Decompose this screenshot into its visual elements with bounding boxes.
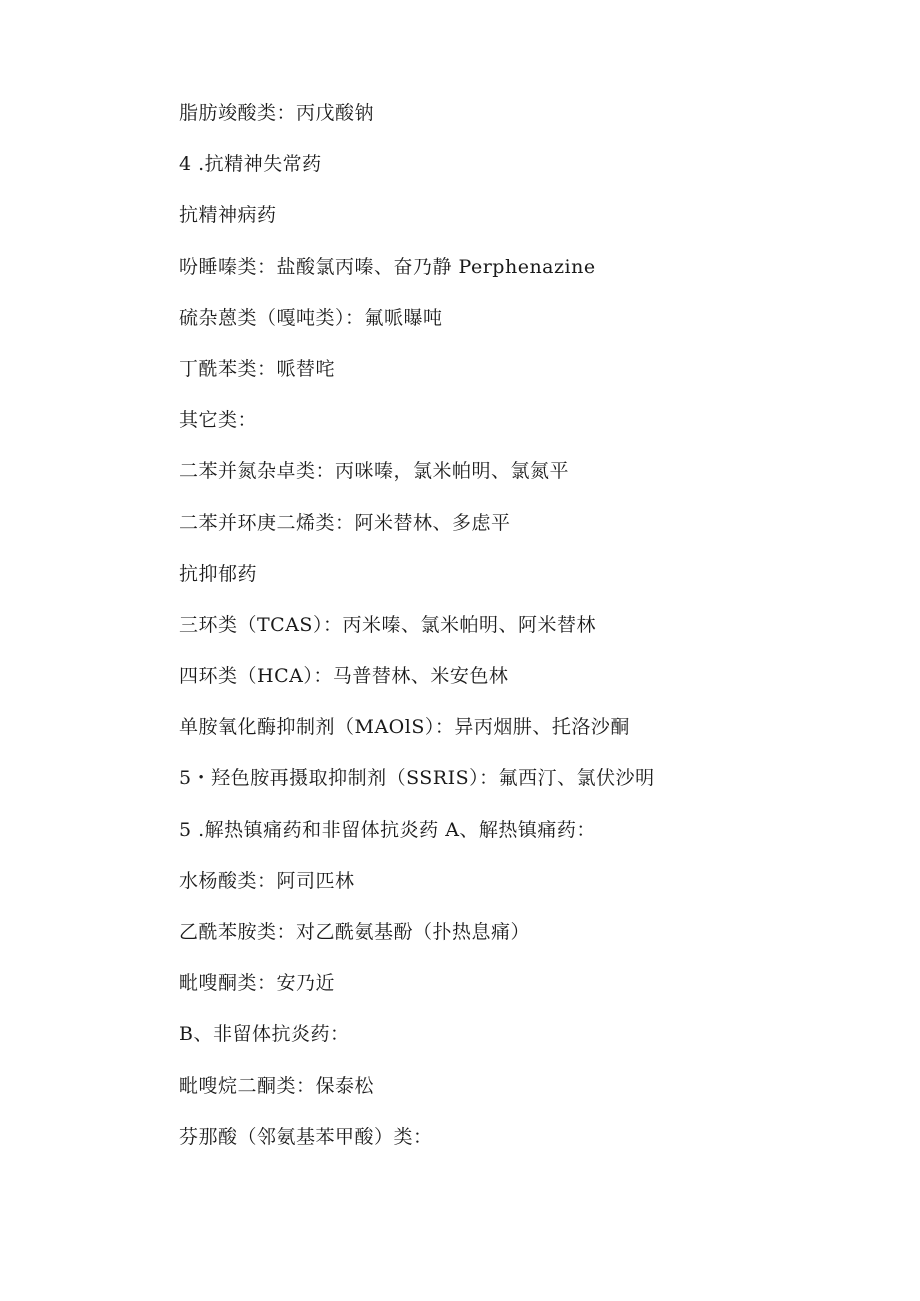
section-heading-antipsychotic-drugs: 4 .抗精神失常药 — [179, 153, 322, 176]
text-line-salicylates: 水杨酸类：阿司匹林 — [179, 869, 355, 892]
text-line-pyrazolidinediones: 毗嗖烷二酮类：保泰松 — [179, 1074, 375, 1097]
text-line-pyrazolones: 毗嗖酮类：安乃近 — [179, 972, 336, 995]
text-line-dibenzocycloheptadienes: 二苯并环庚二烯类：阿米替林、多虑平 — [179, 511, 511, 534]
section-heading-analgesics-nsaids: 5 .解热镇痛药和非留体抗炎药 A、解热镇痛药： — [179, 818, 596, 841]
text-line-fatty-acids: 脂肪竣酸类：丙戊酸钠 — [179, 102, 375, 124]
text-line-butyrophenones: 丁酰苯类：哌替咤 — [179, 357, 336, 380]
text-line-ssris: 5・羟色胺再摄取抑制剂（SSRIS）：氟西汀、氯伏沙明 — [179, 767, 655, 790]
text-line-maois: 单胺氧化酶抑制剂（MAOlS）：异丙烟肼、托洛沙酮 — [179, 716, 630, 739]
text-line-others: 其它类： — [179, 409, 258, 432]
text-line-tetracyclics: 四环类（HCA）：马普替林、米安色林 — [179, 665, 509, 688]
subheading-antidepressants: 抗抑郁药 — [179, 562, 258, 585]
text-line-phenothiazines: 吩睡嗪类：盐酸氯丙嗪、奋乃静 Perphenazine — [179, 255, 596, 278]
text-line-thioxanthenes: 硫杂蒽类（嘎吨类）：氟哌曝吨 — [179, 306, 443, 329]
document-body — [179, 97, 879, 1172]
text-line-acetanilides: 乙酰苯胺类：对乙酰氨基酚（扑热息痛） — [179, 921, 531, 943]
text-line-fenamates: 芬那酸（邻氨基苯甲酸）类： — [179, 1125, 433, 1148]
text-line-tricyclics: 三环类（TCAS）：丙米嗪、氯米帕明、阿米替林 — [179, 613, 596, 636]
subheading-nsaids: B、非留体抗炎药： — [179, 1023, 350, 1046]
subheading-antipsychotics: 抗精神病药 — [179, 204, 277, 227]
text-line-dibenzazepines: 二苯并氮杂卓类：丙咪嗪，氯米帕明、氯氮平 — [179, 460, 570, 483]
